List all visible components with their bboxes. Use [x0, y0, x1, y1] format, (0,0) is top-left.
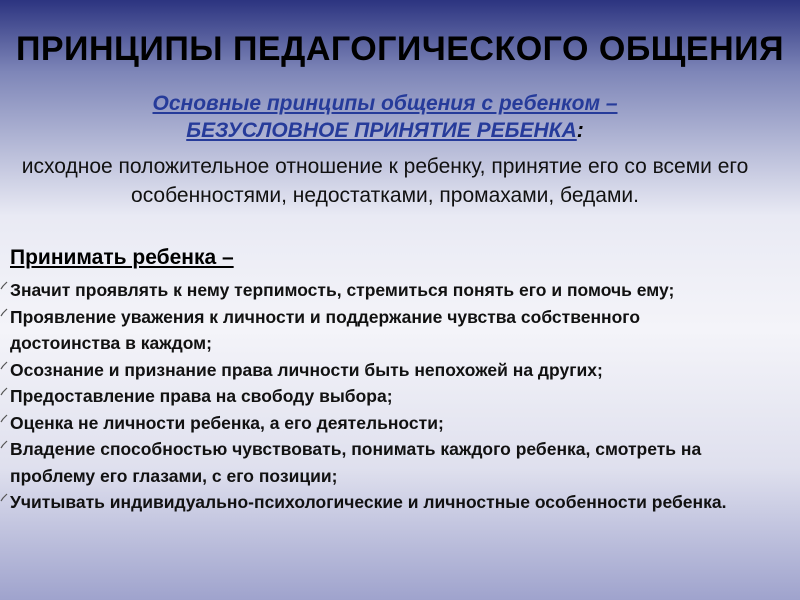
check-bullet-icon [0, 281, 8, 291]
check-bullet-icon [0, 387, 8, 397]
list-item [0, 357, 790, 384]
accept-heading: Принимать ребенка – [10, 246, 234, 269]
check-bullet-icon [0, 493, 8, 503]
list-item [0, 410, 790, 437]
list-item-text: Осознание и признание права личности быть непохожей на других; [10, 359, 603, 380]
subtitle-line1: Основные принципы общения с ребенком – [152, 92, 618, 115]
check-bullet-icon [0, 414, 8, 424]
subtitle [0, 90, 770, 144]
list-item [0, 383, 790, 410]
check-bullet-icon [0, 440, 8, 450]
check-bullet-icon [0, 361, 8, 371]
page-title: ПРИНЦИПЫ ПЕДАГОГИЧЕСКОГО ОБЩЕНИЯ [15, 30, 785, 68]
list-item [0, 304, 790, 357]
check-bullet-icon [0, 308, 8, 318]
subtitle-colon: : [576, 119, 584, 142]
list-item [0, 436, 790, 489]
principles-list [0, 277, 790, 516]
description: исходное положительное отношение к ребенку, принятие его со всеми его особенностями, недостатками, промахами, бедами. [21, 155, 749, 207]
list-item-text: Значит проявлять к нему терпимость, стремиться понять его и помочь ему; [10, 280, 675, 300]
list-item-text: Проявление уважения к личности и поддержание чувства собственного достоинства в каждом; [10, 306, 641, 353]
list-item-text: Учитывать индивидуально-психологические и личностные особенности ребенка. [10, 492, 727, 512]
subtitle-line2: БЕЗУСЛОВНОЕ ПРИНЯТИЕ РЕБЕНКА [186, 119, 577, 142]
list-item [0, 277, 790, 304]
list-item-text: Предоставление права на свободу выбора; [10, 386, 393, 406]
list-item-text: Оценка не личности ребенка, а его деятельности; [10, 412, 444, 433]
list-item-text: Владение способностью чувствовать, понимать каждого ребенка, смотреть на проблему его глазами, с его позиции; [10, 439, 702, 486]
list-item [0, 489, 790, 516]
